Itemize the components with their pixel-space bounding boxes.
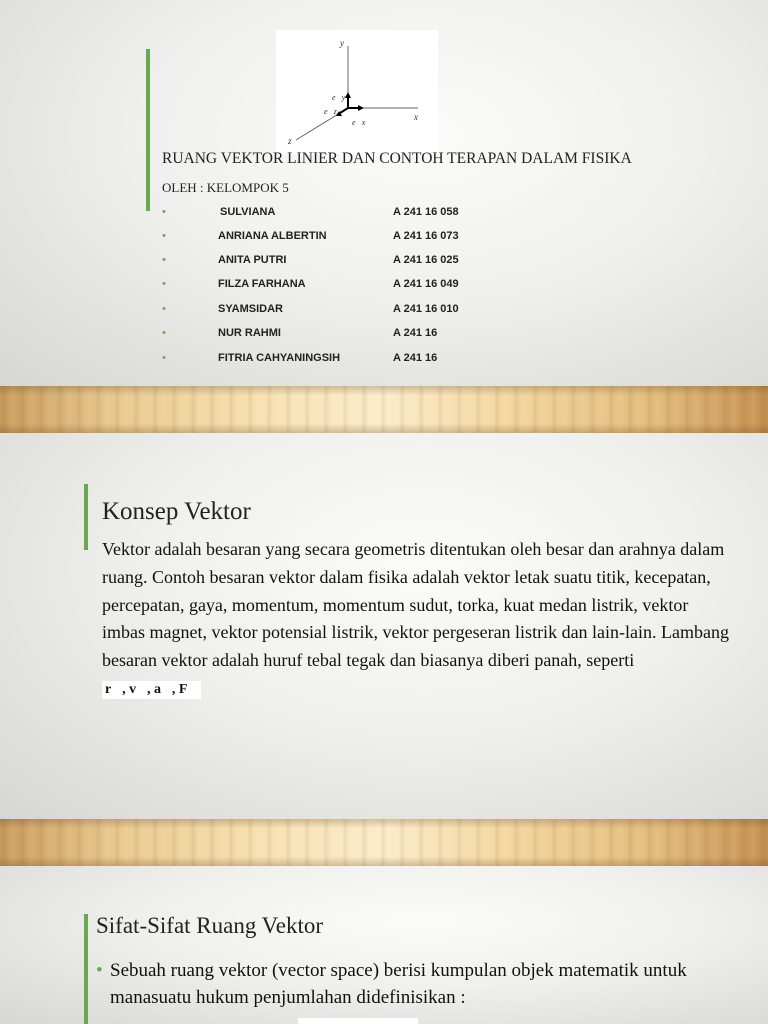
member-row xyxy=(162,303,582,323)
member-id: A 241 16 049 xyxy=(393,278,459,290)
slide-title: Konsep Vektor xyxy=(102,498,251,525)
bullet-icon: • xyxy=(162,230,166,242)
axis-z-label: z xyxy=(288,136,292,146)
member-name: NUR RAHMI xyxy=(218,327,281,339)
accent-bar xyxy=(146,49,150,211)
accent-bar xyxy=(84,914,88,1024)
member-row xyxy=(162,206,582,226)
member-name: FILZA FARHANA xyxy=(218,278,306,290)
axis-y-label: y xyxy=(340,38,344,48)
axes-diagram-icon xyxy=(276,30,438,154)
member-id: A 241 16 073 xyxy=(393,230,459,242)
bullet-icon: • xyxy=(96,960,103,981)
unit-z-label: e⃗z xyxy=(324,107,337,116)
body-text: Vektor adalah besaran yang secara geometris ditentukan oleh besar dan arahnya dalam ruang. Contoh besaran vektor dalam fisika adalah vektor letak suatu titik, kecepatan, percepatan, gaya, momentum, momentum sudut, torka, kuat medan listrik, vektor imbas magnet, vektor potensial listrik, vektor pergeseran listrik dan lain-lain. Lambang besaran vektor adalah huruf tebal tegak dan biasanya diberi panah, seperti xyxy=(102,539,730,671)
presentation-title: RUANG VEKTOR LINIER DAN CONTOH TERAPAN DALAM FISIKA xyxy=(162,150,632,167)
member-id: A 241 16 010 xyxy=(393,303,459,315)
member-name: SYAMSIDAR xyxy=(218,303,283,315)
member-id: A 241 16 025 xyxy=(393,254,459,266)
accent-bar xyxy=(84,484,88,550)
properties-slide xyxy=(0,866,768,1024)
member-id: A 241 16 058 xyxy=(393,206,459,218)
bullet-text: Sebuah ruang vektor (vector space) berisi kumpulan objek matematik untuk manasuatu hukum penjumlahan didefinisikan : xyxy=(110,960,687,1008)
unit-x-label: e⃗x xyxy=(352,118,366,127)
member-row xyxy=(162,327,582,347)
equation-image xyxy=(298,1018,418,1024)
slide-title: Sifat-Sifat Ruang Vektor xyxy=(96,913,323,938)
slide-body xyxy=(102,536,730,703)
member-name: SULVIANA xyxy=(220,206,276,218)
unit-y-label: e⃗y xyxy=(332,93,346,102)
member-row xyxy=(162,230,582,250)
wood-divider xyxy=(0,819,768,866)
vector-axes-figure xyxy=(276,30,438,154)
member-row xyxy=(162,352,582,372)
member-id: A 241 16 xyxy=(393,327,438,339)
bullet-icon: • xyxy=(162,303,166,315)
concept-slide xyxy=(0,433,768,819)
axis-x-label: x xyxy=(414,112,418,122)
member-name: FITRIA CAHYANINGSIH xyxy=(218,352,341,364)
bullet-icon: • xyxy=(162,278,166,290)
vector-symbols: r⃗, v⃗, a⃗, F⃗ xyxy=(102,681,201,699)
bullet-icon: • xyxy=(162,206,166,218)
member-row xyxy=(162,278,582,298)
bullet-icon: • xyxy=(162,327,166,339)
bullet-icon: • xyxy=(162,254,166,266)
wood-divider xyxy=(0,386,768,433)
member-id: A 241 16 xyxy=(393,352,438,364)
bullet-icon: • xyxy=(162,352,166,364)
group-subtitle: OLEH : KELOMPOK 5 xyxy=(162,180,289,195)
member-name: ANRIANA ALBERTIN xyxy=(218,230,327,242)
member-name: ANITA PUTRI xyxy=(218,254,287,266)
member-row xyxy=(162,254,582,274)
title-slide xyxy=(0,0,768,386)
bullet-item xyxy=(96,957,696,1011)
